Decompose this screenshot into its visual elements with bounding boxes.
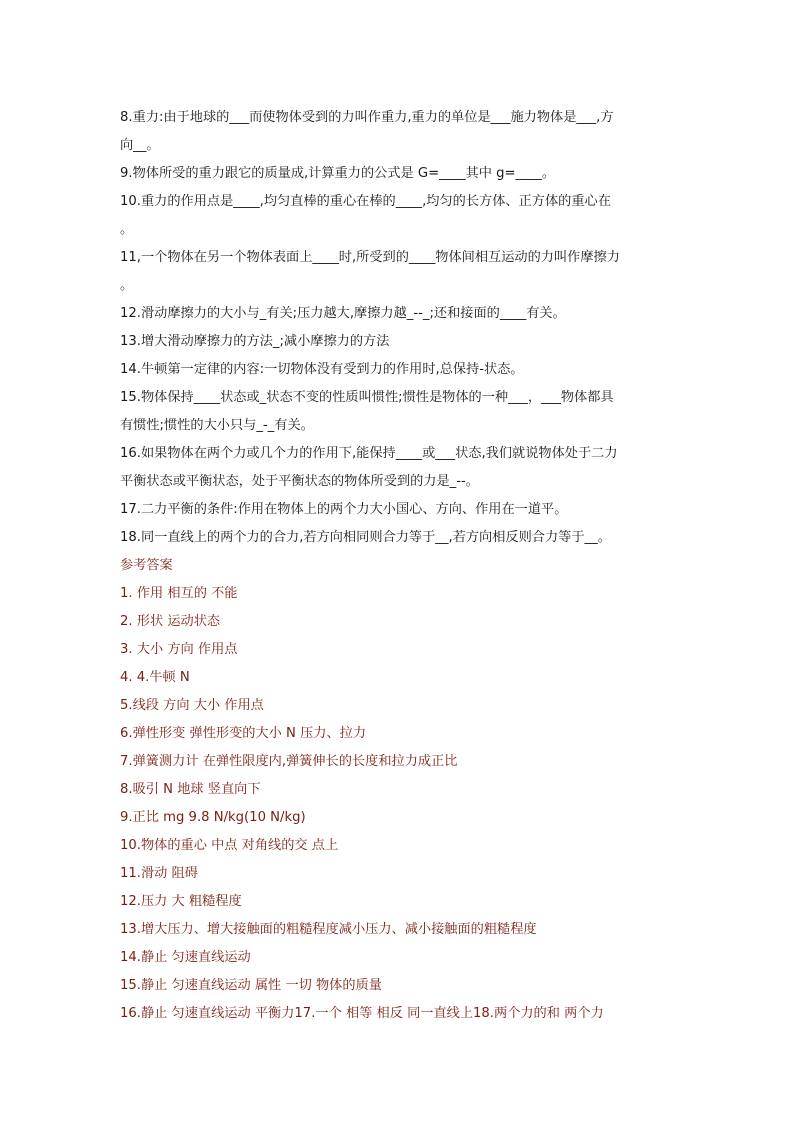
question-line: 16.如果物体在两个力或几个力的作用下,能保持____或___状态,我们就说物体处于二力: [120, 446, 618, 461]
question-line: 17.二力平衡的条件:作用在物体上的两个力大小国心、方向、作用在一道平。: [120, 502, 568, 517]
question-line: 18.同一直线上的两个力的合力,若方向相同则合力等于__,若方向相反则合力等于__。: [120, 530, 611, 545]
answer-line: 8.吸引 N 地球 竖直向下: [120, 782, 261, 797]
answer-line: 16.静止 匀速直线运动 平衡力17.一个 相等 相反 同一直线上18.两个力的和 两个力: [120, 1006, 604, 1021]
question-line: 10.重力的作用点是____,均匀直棒的重心在棒的____,均匀的长方体、正方体的重心在: [120, 194, 611, 209]
answer-line: 4. 4.牛顿 N: [120, 670, 190, 685]
answer-list: [120, 580, 660, 1028]
answer-line: 13.增大压力、增大接触面的粗糙程度减小压力、减小接触面的粗糙程度: [120, 922, 537, 937]
question-line: 有惯性;惯性的大小只与_-_有关。: [120, 418, 314, 433]
answer-line: 9.正比 mg 9.8 N/kg(10 N/kg): [120, 810, 306, 825]
question-line: 12.滑动摩擦力的大小与_有关;压力越大,摩擦力越_--_;还和接面的____有关。: [120, 306, 566, 321]
question-line: 8.重力:由于地球的___而使物体受到的力叫作重力,重力的单位是___施力物体是___,方: [120, 110, 614, 125]
answer-heading: 参考答案: [120, 558, 173, 573]
question-line: 平衡状态或平衡状态，处于平衡状态的物体所受到的力是_--。: [120, 474, 479, 489]
question-line: 15.物体保持____状态或_状态不变的性质叫惯性;惯性是物体的一种___，___物体都具: [120, 390, 614, 405]
answer-line: 5.线段 方向 大小 作用点: [120, 698, 264, 713]
question-line: 。: [120, 222, 134, 237]
answer-line: 3. 大小 方向 作用点: [120, 642, 238, 657]
answer-line: 15.静止 匀速直线运动 属性 一切 物体的质量: [120, 978, 382, 993]
answer-line: 14.静止 匀速直线运动: [120, 950, 251, 965]
question-line: 。: [120, 278, 134, 293]
answer-line: 2. 形状 运动状态: [120, 614, 221, 629]
question-line: 9.物体所受的重力跟它的质量成,计算重力的公式是 G=____其中 g=____。: [120, 166, 556, 181]
answer-line: 1. 作用 相互的 不能: [120, 586, 238, 601]
document-page: [120, 104, 660, 1028]
answer-line: 12.压力 大 粗糙程度: [120, 894, 242, 909]
answer-line: 6.弹性形变 弹性形变的大小 N 压力、拉力: [120, 726, 367, 741]
question-line: 13.增大滑动摩擦力的方法_;减小摩擦力的方法: [120, 334, 390, 349]
answer-line: 11.滑动 阻碍: [120, 866, 198, 881]
answer-line: 7.弹簧测力计 在弹性限度内,弹簧伸长的长度和拉力成正比: [120, 754, 458, 769]
question-list: [120, 104, 660, 552]
question-line: 14.牛顿第一定律的内容:一切物体没有受到力的作用时,总保持-状态。: [120, 362, 524, 377]
question-line: 向__。: [120, 138, 160, 153]
question-line: 11,一个物体在另一个物体表面上____时,所受到的____物体间相互运动的力叫作摩擦力: [120, 250, 620, 265]
answer-line: 10.物体的重心 中点 对角线的交 点上: [120, 838, 339, 853]
